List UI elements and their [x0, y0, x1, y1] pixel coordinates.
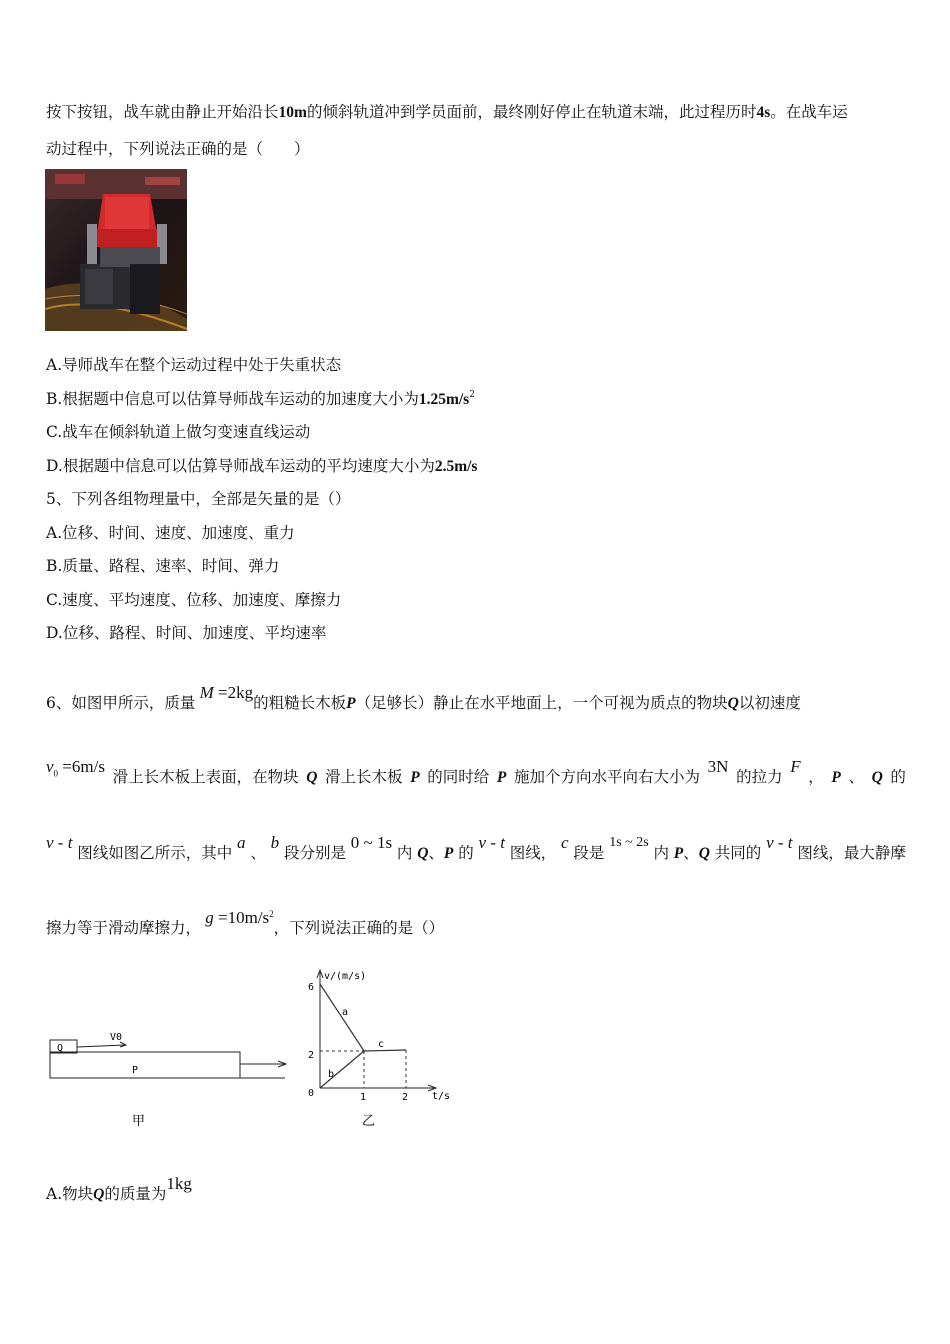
- tick-x-1: 1: [360, 1092, 367, 1103]
- chariot-photo: [45, 169, 187, 331]
- x-axis-label: t/s: [432, 1091, 451, 1102]
- q5-stem: 5、下列各组物理量中，全部是矢量的是（）: [46, 490, 351, 508]
- segment-c-label: c: [378, 1039, 385, 1050]
- q6-option-a: A.物块Q的质量为1kg: [46, 1174, 192, 1203]
- plank-p-label: P: [132, 1065, 139, 1076]
- mass-formula: M =2kg: [199, 683, 254, 702]
- q6-stem-line4: 擦力等于滑动摩擦力， $g =10m/s^2$，下列说法正确的是（）: [46, 908, 445, 937]
- tick-y-2: 2: [308, 1050, 315, 1061]
- block-q-label: Q: [57, 1043, 64, 1054]
- caption-jia: 甲: [132, 1114, 146, 1129]
- q6-figures: [40, 960, 470, 1135]
- q5-option-c: C.速度、平均速度、位移、加速度、摩擦力: [46, 591, 342, 609]
- q6-stem-line2: $v_0 =6m/s$ 滑上长木板上表面，在物块 Q 滑上长木板 P 的同时给 P 施加个方向水平向右大小为 3N 的拉力 F ， P 、 Q 的: [46, 757, 906, 786]
- q6-stem-line1: 6、如图甲所示，质量 M =2kg的粗糙长木板P（足够长）静止在水平地面上，一个可视为质点的物块Q以初速度: [46, 683, 801, 712]
- q5-option-d: D.位移、路程、时间、加速度、平均速率: [46, 624, 327, 642]
- segment-b-label: b: [328, 1069, 335, 1080]
- caption-yi: 乙: [362, 1114, 376, 1129]
- q6-stem-line3: v - t 图线如图乙所示，其中 a 、 b 段分别是 0 ~ 1s 内 Q、P 的 v - t 图线， c 段是 1s ~ 2s 内 P、Q 共同的 v - t 图线，最大静摩: [46, 833, 906, 862]
- figure-jia: [50, 1032, 286, 1129]
- v0-label: V0: [110, 1032, 123, 1043]
- q4-stem-line2: 动过程中，下列说法正确的是（ ）: [46, 140, 310, 158]
- gravity-formula: $g =10m/s^2$: [205, 908, 274, 927]
- q4-option-b: B.根据题中信息可以估算导师战车运动的加速度大小为$1.25m/s^2$: [46, 390, 475, 408]
- initial-velocity-formula: $v_0 =6m/s$: [46, 757, 105, 779]
- q5-option-a: A.位移、时间、速度、加速度、重力: [46, 524, 295, 542]
- tick-x-2: 2: [402, 1092, 409, 1103]
- segment-a-label: a: [342, 1007, 349, 1018]
- segment-b-line: [320, 1051, 364, 1088]
- q5-option-b: B.质量、路程、速率、时间、弹力: [46, 557, 280, 575]
- q4-stem-line1: [46, 101, 906, 124]
- figure-yi: [308, 970, 450, 1129]
- tick-origin: 0: [308, 1088, 315, 1099]
- q4-option-c: C.战车在倾斜轨道上做匀变速直线运动: [46, 423, 311, 441]
- tick-y-6: 6: [308, 982, 315, 993]
- q4-option-a: A.导师战车在整个运动过程中处于失重状态: [46, 356, 342, 374]
- segment-c-line: [364, 1050, 406, 1051]
- q4-option-d: D.根据题中信息可以估算导师战车运动的平均速度大小为2.5m/s: [46, 457, 478, 475]
- y-axis-label: v/(m/s): [324, 971, 367, 982]
- q4-stem-text: 按下按钮，战车就由静止开始沿长10m的倾斜轨道冲到学员面前，最终刚好停止在轨道末端，此过程历时4s。在战车运: [46, 103, 848, 121]
